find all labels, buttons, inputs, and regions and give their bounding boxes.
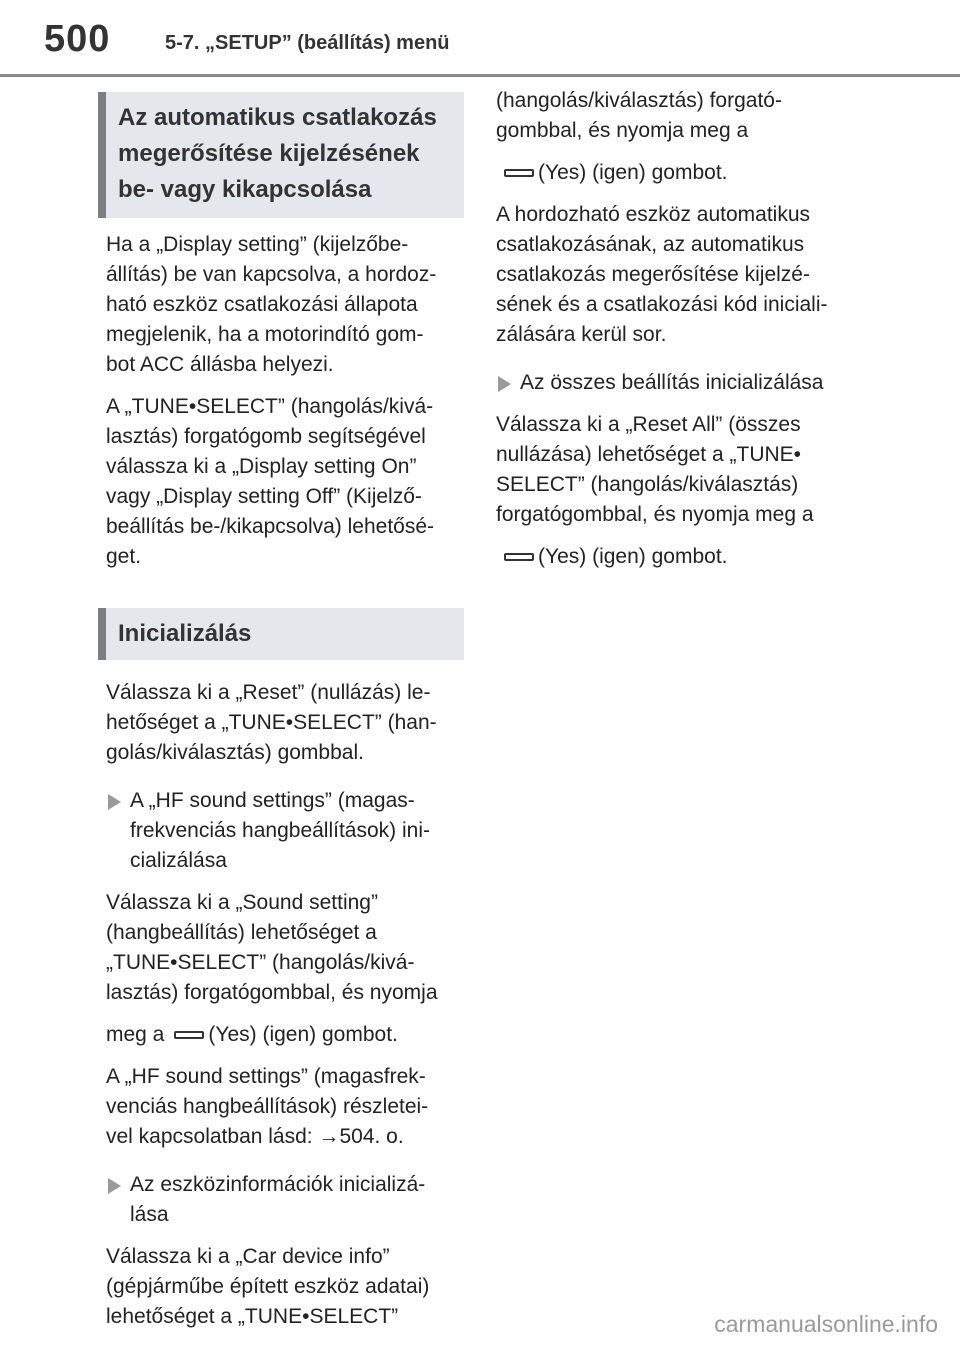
text-fragment: (Yes) (igen) gombot. <box>538 161 728 184</box>
paragraph: Válassza ki a „Reset All” (összes nullázása) lehetőséget a „TUNE• SELECT” (hangolás/kiválasztás) forgatógombbal, és nyomja meg a <box>496 413 814 526</box>
section-heading-text: Inicializálás <box>118 620 252 647</box>
bullet-text: Az eszközinformációk inicializá- lása <box>130 1173 426 1226</box>
chapter-title: 5-7. „SETUP” (beállítás) menü <box>165 32 450 54</box>
watermark: carmanualsonline.info <box>714 1311 938 1337</box>
paragraph: Ha a „Display setting” (kijelzőbe- állítás) be van kapcsolva, a hordoz- ható eszköz csatlakozási állapota megjelenik, ha a motorindító gom- bot ACC állásba helyezi. <box>106 233 437 376</box>
paragraph: A „HF sound settings” (magasfrek- venciás hangbeállítások) részletei- vel kapcsolatban lásd: →504. o. <box>106 1065 429 1148</box>
paragraph: A „TUNE•SELECT” (hangolás/kivá- lasztás) forgatógomb segítségével válassza ki a „Display setting On” vagy „Display setting Off” (Kijelző- beállítás be-/kikapcsolva) lehetősé- get. <box>106 395 435 568</box>
bullet-item <box>106 1170 464 1230</box>
header-divider <box>0 74 960 77</box>
section-heading-auto-connect <box>98 92 464 218</box>
yes-button-icon <box>504 169 534 177</box>
triangle-bullet-icon <box>108 1178 121 1194</box>
page-number: 500 <box>44 18 111 60</box>
text-fragment: (Yes) (igen) gombot. <box>208 1023 398 1046</box>
left-column <box>106 92 464 1332</box>
paragraph-button-line <box>106 1020 398 1050</box>
yes-button-icon <box>504 553 534 561</box>
paragraph: (hangolás/kiválasztás) forgató- gombbal, és nyomja meg a <box>496 89 782 142</box>
yes-button-icon <box>174 1031 204 1039</box>
section-heading-text: Az automatikus csatlakozás megerősítése kijelzésének be- vagy kikapcsolása <box>118 104 437 203</box>
bullet-item <box>496 368 854 398</box>
bullet-text: Az összes beállítás inicializálása <box>520 371 824 394</box>
paragraph-button-line <box>496 542 727 572</box>
triangle-bullet-icon <box>108 794 121 810</box>
paragraph: Válassza ki a „Reset” (nullázás) le- hetőséget a „TUNE•SELECT” (han- golás/kiválasztás) gombbal. <box>106 681 437 764</box>
bullet-item <box>106 786 464 876</box>
paragraph: Válassza ki a „Car device info” (gépjárműbe épített eszköz adatai) lehetőséget a „TUNE•SELECT” <box>106 1245 430 1328</box>
right-column <box>496 86 854 572</box>
triangle-bullet-icon <box>498 376 511 392</box>
text-fragment: meg a <box>106 1023 165 1046</box>
page-header <box>0 0 960 80</box>
text-fragment: (Yes) (igen) gombot. <box>538 545 728 568</box>
paragraph: Válassza ki a „Sound setting” (hangbeállítás) lehetőséget a „TUNE•SELECT” (hangolás/kivá- lasztás) forgatógombbal, és nyomja <box>106 891 438 1004</box>
paragraph-button-line <box>496 158 727 188</box>
paragraph: A hordozható eszköz automatikus csatlakozásának, az automatikus csatlakozás megerősítése kijelzé- sének és a csatlakozási kód iniciali- zálására kerül sor. <box>496 203 828 346</box>
section-heading-init <box>98 608 464 660</box>
bullet-text: A „HF sound settings” (magas- frekvenciás hangbeállítások) ini- cializálása <box>130 789 430 872</box>
